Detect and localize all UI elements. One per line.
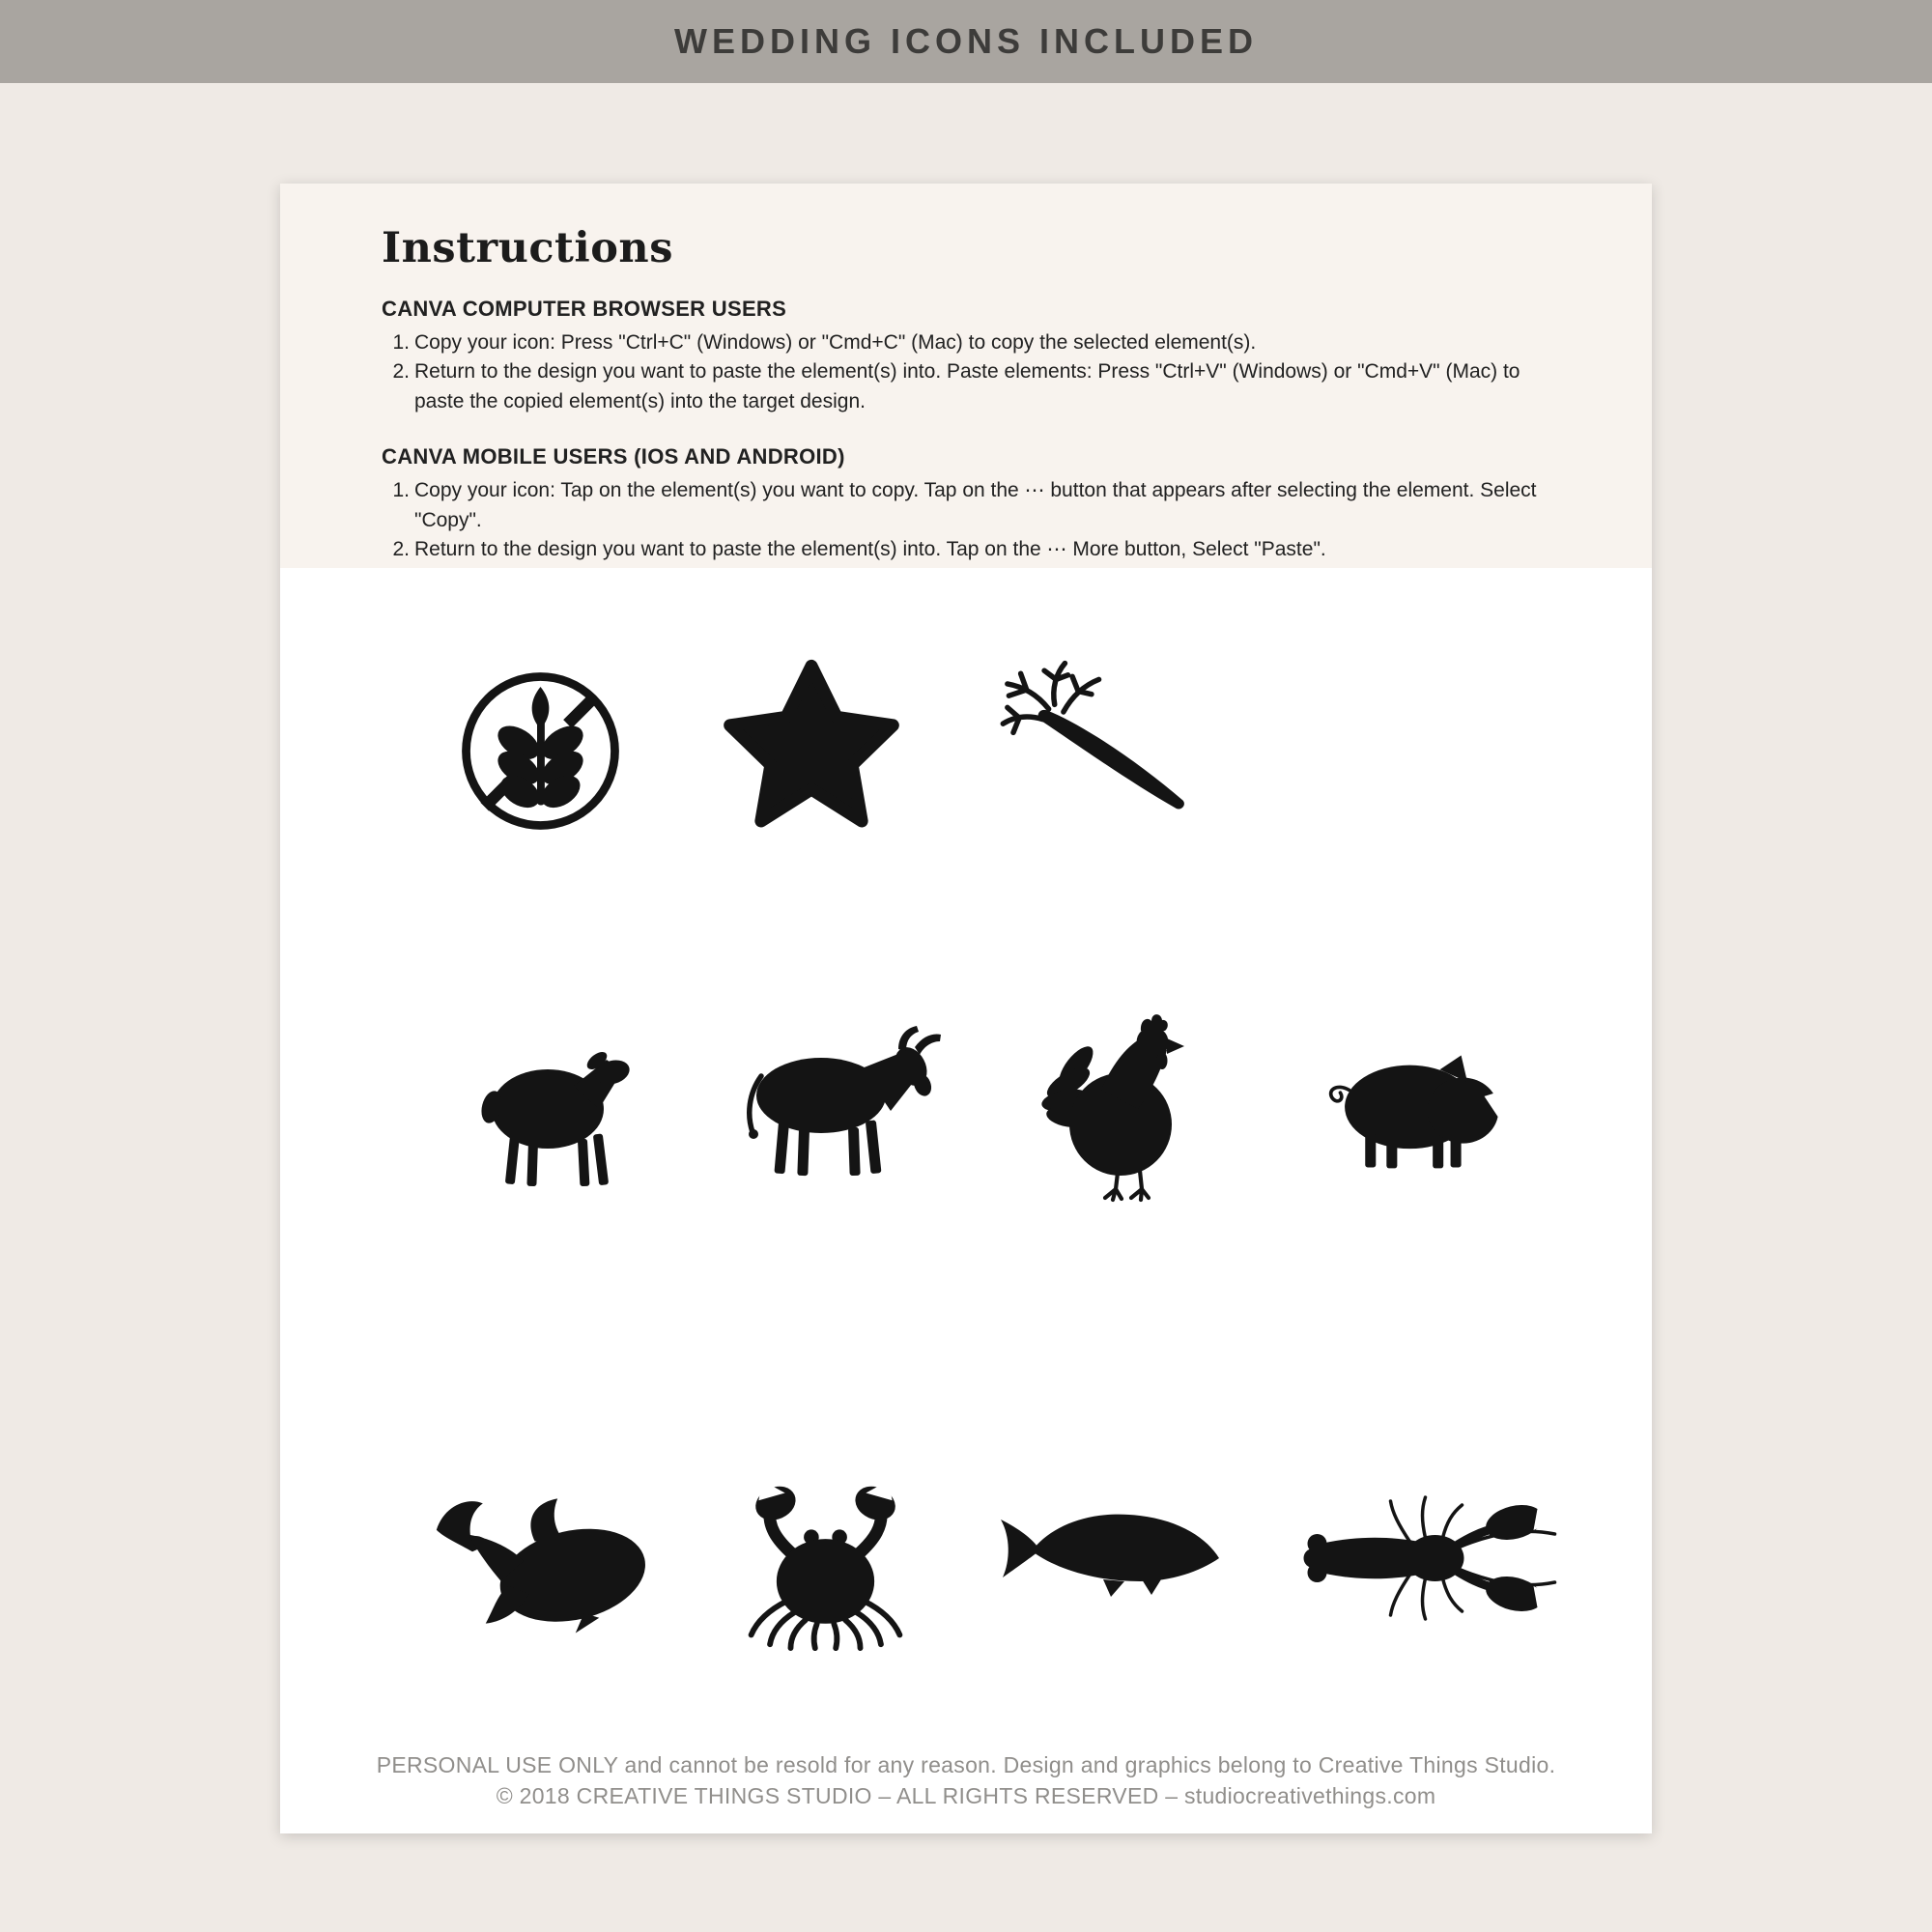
icons-grid xyxy=(280,568,1652,1833)
banner-title: WEDDING ICONS INCLUDED xyxy=(674,21,1258,61)
browser-step-2 xyxy=(382,357,1546,416)
step-text: Copy your icon: Press "Ctrl+C" (Windows) or "Cmd+C" (Mac) to copy the selected element(s). xyxy=(414,331,1257,354)
browser-users-section xyxy=(382,297,1560,416)
step-number: 2. xyxy=(392,538,410,561)
step-text: Return to the design you want to paste the element(s) into. Paste elements: Press "Ctrl+V" (Windows) or "Cmd+V" (Mac) to paste the copied element(s) into the target design. xyxy=(414,360,1520,412)
fish-icon xyxy=(995,1502,1227,1608)
sheep-icon xyxy=(454,1028,652,1194)
footer-line-1: PERSONAL USE ONLY and cannot be resold for any reason. Design and graphics belong to Creative Things Studio. xyxy=(376,1751,1556,1777)
carrot-icon xyxy=(992,659,1200,821)
instructions-section xyxy=(280,184,1652,568)
mobile-step-1 xyxy=(382,476,1546,535)
step-text: Copy your icon: Tap on the element(s) you want to copy. Tap on the ⋯ button that appears after selecting the element. Select "Copy". xyxy=(414,479,1537,531)
crab-icon xyxy=(726,1473,924,1652)
star-icon xyxy=(720,659,903,838)
instructions-heading: Instructions xyxy=(382,224,673,272)
pig-icon xyxy=(1310,1039,1515,1173)
no-gluten-icon xyxy=(456,667,625,836)
instruction-sheet xyxy=(280,184,1652,1833)
browser-step-1 xyxy=(382,328,1546,357)
copyright-footer xyxy=(280,1749,1652,1812)
step-text: Return to the design you want to paste the element(s) into. Tap on the ⋯ More button, Select "Paste". xyxy=(414,538,1326,561)
step-number: 2. xyxy=(392,360,410,384)
mobile-users-heading: CANVA MOBILE USERS (IOS AND ANDROID) xyxy=(382,444,845,469)
footer-line-2: © 2018 CREATIVE THINGS STUDIO – ALL RIGHTS RESERVED – studiocreativethings.com xyxy=(496,1783,1436,1809)
step-number: 1. xyxy=(392,479,410,502)
top-banner xyxy=(0,0,1932,83)
hen-icon xyxy=(1036,1007,1205,1205)
cow-icon xyxy=(717,1018,944,1184)
mobile-users-section xyxy=(382,444,1560,564)
lobster-icon xyxy=(1299,1486,1565,1631)
mobile-step-2 xyxy=(382,535,1546,564)
shark-icon xyxy=(429,1491,656,1635)
step-number: 1. xyxy=(392,331,410,354)
browser-users-heading: CANVA COMPUTER BROWSER USERS xyxy=(382,297,787,321)
